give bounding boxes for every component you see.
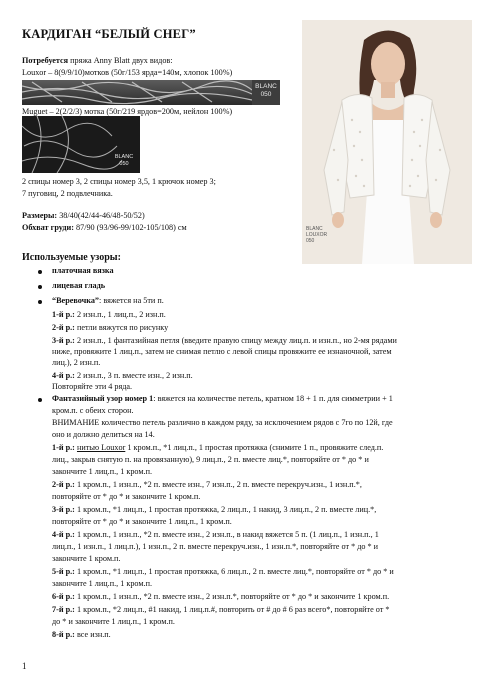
- row-text: 1 кром.п., *2 лиц.п., #1 накид, 1 лиц.п.#, повторить от # до # 6 раз всего*, повторяйте от *: [74, 605, 390, 614]
- chest-line: [22, 222, 187, 233]
- yarn-muguet-line: Muguet – 2(2/2/3) мотка (50г/219 ярдов=200м, нейлон 100%): [22, 107, 233, 116]
- row-text: 1 кром.п., *1 лиц.п., 1 простая протяжка (снимите 1 п., провяжите след.п.: [125, 443, 384, 452]
- yarn2-tag-code: 050: [119, 161, 129, 167]
- photo-caption-3: 050: [306, 238, 315, 244]
- yarn-name-underlined: нитью Louxor: [76, 443, 126, 452]
- yarn1-tag-code: 050: [260, 91, 272, 98]
- row-label: 4-й р.:: [52, 530, 75, 539]
- row-text: 2 изн.п., 1 лиц.п., 2 изн.п.: [74, 310, 166, 319]
- yarn-louxor-swatch: [22, 80, 280, 105]
- fancy-desc: : вяжется на количестве петель, кратном 18 + 1 п. для симметрии + 1: [153, 394, 393, 403]
- pattern-bullet-3: [52, 295, 164, 306]
- materials-intro: [22, 55, 173, 66]
- fancy-row-6: [52, 591, 389, 602]
- row-text: 1 кром.п., *1 лиц.п., 1 простая протяжка, 6 лиц.п., 2 п. вместе лиц.*, повторяйте от * до * и: [74, 567, 394, 576]
- tools-line: 2 спицы номер 3, 2 спицы номер 3,5, 1 крючок номер 3;: [22, 177, 216, 186]
- patterns-heading: Используемые узоры:: [22, 252, 121, 263]
- fancy-row-5-cont: закончите 1 лиц.п., 1 кром.п.: [52, 579, 153, 588]
- fancy-row-4: [52, 529, 379, 540]
- rope-row-3-cont: ниже, провяжите 1 лиц.п., затем не снимая петлю с левой спицы провяжите ее изнаночной, затем: [52, 347, 392, 356]
- yarn-louxor-line: Louxor – 8(9/9/10)мотков (50г/153 ярда=140м, хлопок 100%): [22, 68, 233, 77]
- page-title: КАРДИГАН “БЕЛЫЙ СНЕГ”: [22, 27, 196, 41]
- row-label: 3-й р.:: [52, 336, 75, 345]
- row-label: 4-й р.:: [52, 371, 75, 380]
- fancy-row-3: [52, 504, 376, 515]
- sizes-label: Размеры:: [22, 211, 58, 220]
- bullet-icon: [38, 300, 42, 304]
- pattern-bullet-2: лицевая гладь: [52, 281, 106, 290]
- photo-caption-1: BLANC: [306, 226, 323, 232]
- model-photo: [302, 20, 472, 264]
- page-number: 1: [22, 661, 27, 671]
- fancy-note-2: оно и должно делиться на 14.: [52, 430, 155, 439]
- fancy-row-4-cont: лиц.п., 1 изн.п., 1 лиц.п.), 1 изн.п., 2 п. вместе перекруч.изн., 1 изн.п.*, повторяйте от * до * и: [52, 542, 379, 551]
- fancy-row-1-cont: лиц., закрыв снятую п. на провязанную), 9 лиц.п., 2 п. вместе лиц.*, повторяйте от * до * и: [52, 455, 369, 464]
- chest-value: 87/90 (93/96-99/102-105/108) см: [73, 223, 187, 232]
- row-label: 8-й р.:: [52, 630, 75, 639]
- sizes-line: [22, 210, 145, 221]
- chest-label: Обхват груди:: [22, 223, 74, 232]
- row-label: 2-й р.:: [52, 323, 75, 332]
- rope-row-2: [52, 322, 168, 333]
- fancy-row-4-cont2: закончите 1 кром.п.: [52, 554, 121, 563]
- fancy-note-1: ВНИМАНИЕ количество петель различно в каждом ряду, за исключением рядов с 7го по 12й, где: [52, 418, 393, 427]
- bullet-icon: [38, 270, 42, 274]
- row-label: 1-й р.:: [52, 443, 75, 452]
- row-label: 7-й р.:: [52, 605, 75, 614]
- row-text: петли вяжутся по рисунку: [74, 323, 169, 332]
- rope-row-4: [52, 370, 193, 381]
- materials-need-text: пряжа Anny Blatt двух видов:: [68, 56, 173, 65]
- rope-row-3-cont2: лиц.), 2 изн.п.: [52, 358, 101, 367]
- row-label: 3-й р.:: [52, 505, 75, 514]
- extras-line: 7 пуговиц, 2 подвлечника.: [22, 189, 113, 198]
- yarn2-tag-name: BLANC: [114, 154, 134, 160]
- pattern-bullet-4: [52, 393, 393, 404]
- rope-row-1: [52, 309, 166, 320]
- row-label: 1-й р.:: [52, 310, 75, 319]
- fancy-desc-cont: кром.п. с обеих сторон.: [52, 406, 134, 415]
- fancy-row-7-cont: до * и закончите 1 лиц.п., 1 кром.п.: [52, 617, 175, 626]
- row-label: 6-й р.:: [52, 592, 75, 601]
- row-label: 5-й р.:: [52, 567, 75, 576]
- fancy-row-3-cont: повторяйте от * до * и закончите 1 лиц.п., 1 кром.п.: [52, 517, 232, 526]
- yarn-muguet-swatch: [22, 116, 140, 173]
- fancy-row-1: [52, 442, 383, 453]
- yarn-louxor-image: [22, 80, 280, 105]
- fancy-row-1-cont2: закончите 1 лиц.п., 1 кром.п.: [52, 467, 153, 476]
- row-text: 2 изн.п., 1 фантазийная петля (введите правую спицу между лиц.п. и изн.п., но 2-мя рядами: [74, 336, 397, 345]
- model-illustration: [302, 20, 472, 264]
- rope-repeat: Повторяйте эти 4 ряда.: [52, 382, 133, 391]
- fancy-row-7: [52, 604, 389, 615]
- row-text: 1 кром.п., 1 изн.п., *2 п. вместе изн., 7 изн.п., 2 п. вместе перекруч.изн., 1 изн.п.*,: [74, 480, 362, 489]
- fancy-title: Фантазийный узор номер 1: [52, 394, 154, 403]
- rope-title: “Веревочка”: [52, 296, 100, 305]
- fancy-row-2: [52, 479, 362, 490]
- sizes-value: 38/40(42/44-46/48-50/52): [57, 211, 145, 220]
- materials-need-label: Потребуется: [22, 56, 69, 65]
- fancy-row-5: [52, 566, 394, 577]
- row-label: 2-й р.:: [52, 480, 75, 489]
- row-text: 1 кром.п., 1 изн.п., *2 п. вместе изн., 2 изн.п., в накид вяжется 5 п. (1 лиц.п., 1 изн.п., 1: [74, 530, 379, 539]
- fancy-row-8: [52, 629, 111, 640]
- photo-caption-2: LOUXOR: [306, 232, 328, 238]
- rope-row-3: [52, 335, 397, 346]
- rope-desc: : вяжется на 5ти п.: [99, 296, 164, 305]
- pattern-bullet-1: платочная вязка: [52, 266, 114, 275]
- bullet-icon: [38, 398, 42, 402]
- yarn1-tag-name: BLANC: [255, 83, 277, 90]
- row-text: 1 кром.п., 1 изн.п., *2 п. вместе изн., 2 изн.п.*, повторяйте от * до * и закончите 1 кром.п.: [74, 592, 390, 601]
- row-text: 1 кром.п., *1 лиц.п., 1 простая протяжка, 2 лиц.п., 1 накид, 3 лиц.п., 2 п. вместе лиц.*,: [74, 505, 377, 514]
- bullet-icon: [38, 285, 42, 289]
- row-text: все изн.п.: [74, 630, 111, 639]
- fancy-row-2-cont: повторяйте от * до * и закончите 1 кром.п.: [52, 492, 201, 501]
- row-text: 2 изн.п., 3 п. вместе изн., 2 изн.п.: [74, 371, 193, 380]
